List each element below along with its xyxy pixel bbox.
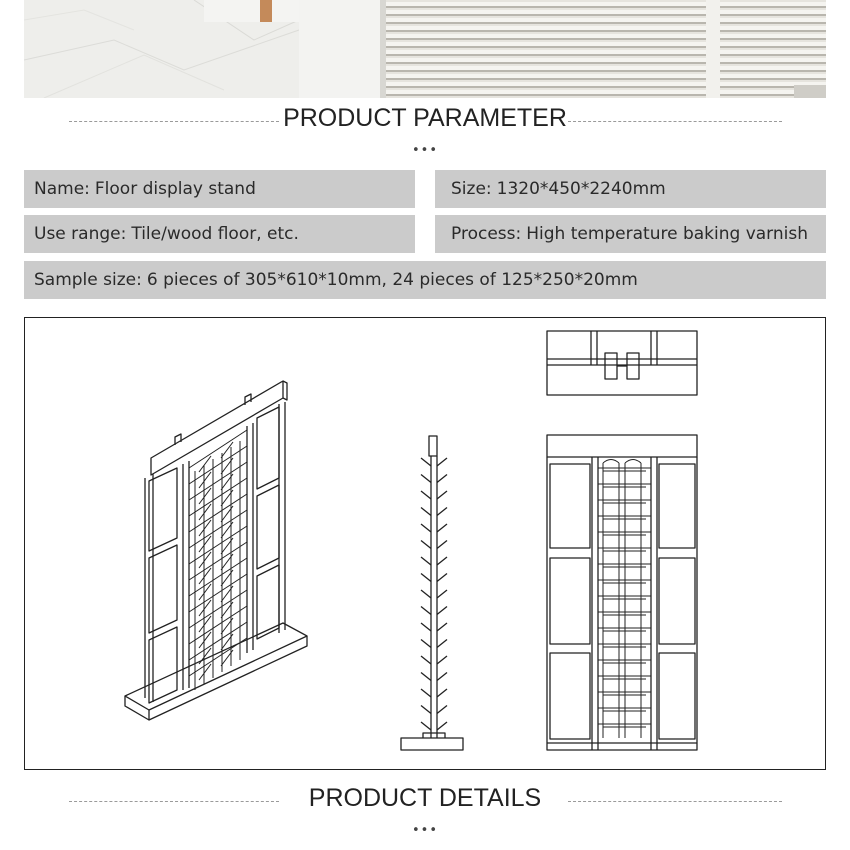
display-stand-photo-icon — [24, 0, 826, 98]
param-name-value: Floor display stand — [94, 179, 256, 199]
param-process — [435, 215, 826, 253]
section-title-parameter: PRODUCT PARAMETER — [283, 104, 567, 132]
param-process-label: Process: — [451, 224, 522, 244]
dots-separator-details: ••• — [411, 823, 438, 838]
param-sample-size — [24, 261, 826, 299]
param-name — [24, 170, 415, 208]
param-use-range-value: Tile/wood floor, etc. — [131, 224, 299, 244]
param-use-range — [24, 215, 415, 253]
hero-photo — [24, 0, 826, 98]
param-size-value: 1320*450*2240mm — [496, 179, 666, 199]
param-name-label: Name: — [34, 179, 90, 199]
param-sample-size-value: 6 pieces of 305*610*10mm, 24 pieces of 125*250*20mm — [146, 270, 638, 290]
param-sample-size-label: Sample size: — [34, 270, 142, 290]
param-size — [435, 170, 826, 208]
technical-drawing — [24, 317, 826, 770]
section-title-details: PRODUCT DETAILS — [308, 784, 542, 812]
dots-separator: ••• — [411, 143, 438, 158]
technical-drawing-icon — [25, 318, 824, 768]
param-process-value: High temperature baking varnish — [526, 224, 808, 244]
param-size-label: Size: — [451, 179, 492, 199]
param-use-range-label: Use range: — [34, 224, 127, 244]
